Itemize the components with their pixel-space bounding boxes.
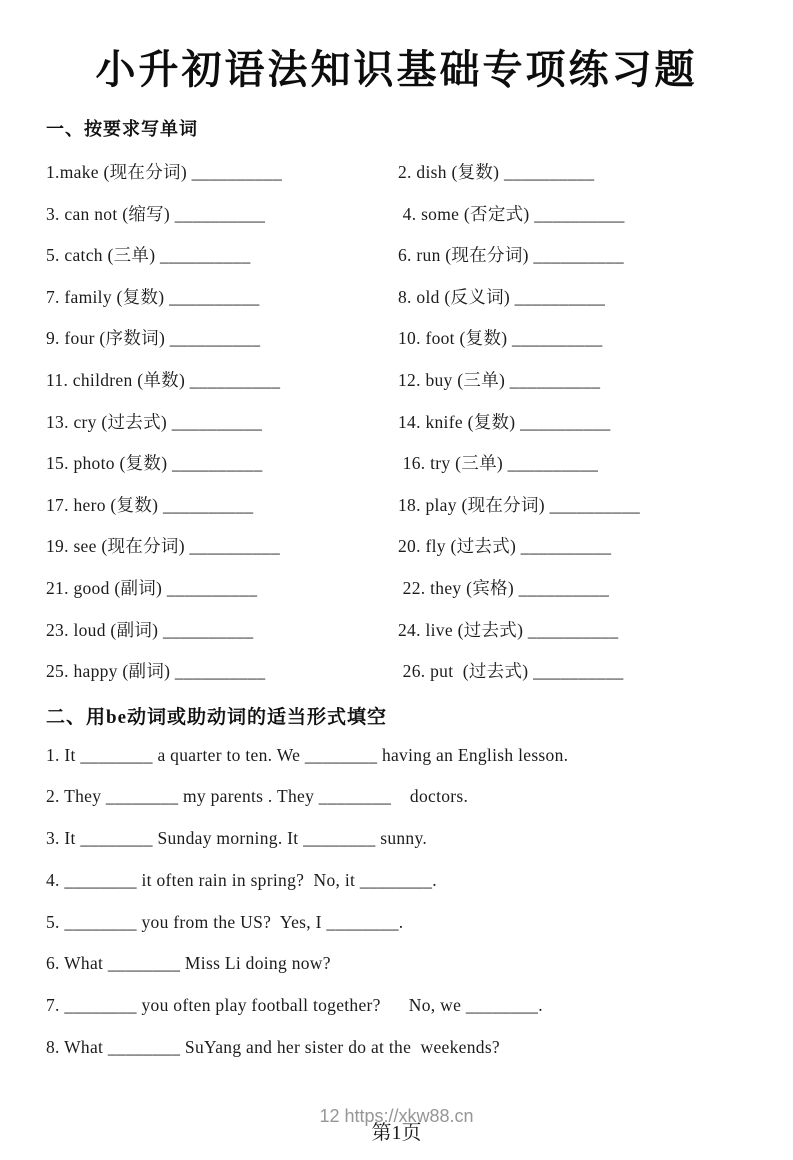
word-item-18: 18. play (现在分词) __________ (398, 494, 641, 515)
word-item-5: 5. catch (三单) __________ (46, 245, 251, 266)
sentence-item-8: 8. What ________ SuYang and her sister do at the weekends? (46, 1036, 500, 1057)
word-item-8: 8. old (反义词) __________ (398, 286, 606, 307)
watermark-url: 12 https://xkw88.cn (319, 1106, 474, 1126)
word-item-9: 9. four (序数词) __________ (46, 328, 261, 349)
word-item-17: 17. hero (复数) __________ (46, 494, 254, 515)
word-item-16: 16. try (三单) __________ (398, 453, 599, 474)
word-item-20: 20. fly (过去式) __________ (398, 536, 612, 557)
section1-items (46, 152, 747, 693)
document-page (0, 38, 793, 1160)
sentence-item-6: 6. What ________ Miss Li doing now? (46, 953, 331, 974)
word-item-19: 19. see (现在分词) __________ (46, 536, 280, 557)
word-item-7: 7. family (复数) __________ (46, 286, 260, 307)
sentence-item-4: 4. ________ it often rain in spring? No, it ________. (46, 869, 437, 890)
page-footer (0, 1098, 793, 1160)
word-item-26: 26. put (过去式) __________ (398, 661, 624, 682)
word-item-23: 23. loud (副词) __________ (46, 619, 254, 640)
word-item-1: 1.make (现在分词) __________ (46, 162, 283, 182)
word-item-3: 3. can not (缩写) __________ (46, 203, 266, 224)
word-item-22: 22. they (宾格) __________ (398, 577, 610, 598)
page-number-label: 第1页 (371, 1122, 422, 1144)
word-item-24: 24. live (过去式) __________ (398, 619, 619, 640)
word-item-2: 2. dish (复数) __________ (398, 162, 595, 182)
word-item-14: 14. knife (复数) __________ (398, 411, 611, 432)
word-item-10: 10. foot (复数) __________ (398, 328, 603, 349)
section2-items (46, 735, 747, 1069)
word-item-11: 11. children (单数) __________ (46, 369, 281, 390)
word-item-25: 25. happy (副词) __________ (46, 661, 266, 682)
word-item-6: 6. run (现在分词) __________ (398, 245, 624, 266)
word-item-4: 4. some (否定式) __________ (398, 203, 625, 224)
word-item-21: 21. good (副词) __________ (46, 577, 258, 598)
word-item-15: 15. photo (复数) __________ (46, 453, 263, 474)
sentence-item-7: 7. ________ you often play football together? No, we ________. (46, 994, 543, 1015)
sentence-item-5: 5. ________ you from the US? Yes, I ________. (46, 911, 404, 932)
word-item-13: 13. cry (过去式) __________ (46, 411, 263, 432)
sentence-item-2: 2. They ________ my parents . They ________ doctors. (46, 786, 469, 807)
section2-heading: 二、用be动词或助动词的适当形式填空 (46, 706, 388, 728)
page-title: 小升初语法知识基础专项练习题 (95, 47, 698, 92)
sentence-item-1: 1. It ________ a quarter to ten. We ________ having an English lesson. (46, 744, 569, 765)
section1-heading: 一、按要求写单词 (46, 119, 198, 139)
word-item-12: 12. buy (三单) __________ (398, 369, 601, 390)
sentence-item-3: 3. It ________ Sunday morning. It ________ sunny. (46, 828, 428, 849)
